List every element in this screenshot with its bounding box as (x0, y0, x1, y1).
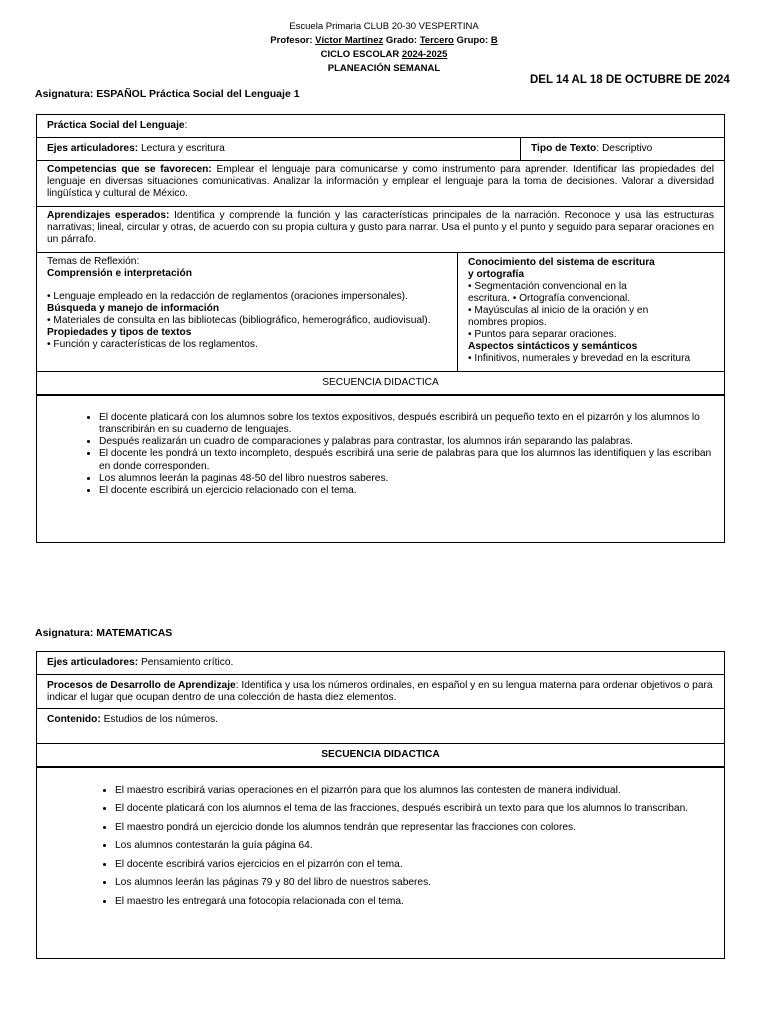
conocimiento-label2: y ortografía (468, 269, 525, 280)
math-ejes-value: Pensamiento crítico. (141, 657, 234, 668)
list-item: • Los alumnos leerán la paginas 48-50 del libro nuestros saberes. (99, 473, 714, 485)
tipo-value: : Descriptivo (596, 143, 653, 154)
aprendizajes-label: Aprendizajes esperados: (47, 210, 170, 221)
ciclo-label: CICLO ESCOLAR (320, 49, 400, 60)
aprendizajes-cell (37, 207, 725, 253)
list-item: • El maestro pondrá un ejercicio donde los alumnos tendrán que representar las fracciones con colores. (115, 819, 714, 838)
competencias-value: Emplear el lenguaje para comunicarse y como instrumento para aprender. Identificar las propiedades del lenguaje en diversas situaciones comunicativas. Analizar la información y emplear el lenguaje para la toma de decisiones. Valorar a diversidad lingüística y cultural de México. (47, 164, 714, 199)
temas-left (37, 253, 458, 371)
competencias-cell (37, 161, 725, 207)
left-line1: • Lenguaje empleado en la redacción de reglamentos (oraciones impersonales). (47, 291, 408, 302)
contenido-cell (37, 709, 725, 744)
right-line1: • Segmentación convencional en la escritura. • Ortografía convencional. (468, 281, 631, 304)
subject-label: Asignatura: (35, 88, 94, 100)
school-name: Escuela Primaria CLUB 20-30 VESPERTINA (289, 21, 479, 32)
secuencia-list (47, 412, 714, 498)
ejes-value: Lectura y escritura (141, 143, 225, 154)
procesos-label: Procesos de Desarrollo de Aprendizaje (47, 680, 236, 691)
profesor-name: Víctor Martínez (315, 35, 384, 46)
subject-value: MATEMATICAS (96, 627, 173, 639)
grupo-value: B (490, 35, 498, 46)
list-item: • El docente escribirá un ejercicio relacionado con el tema. (99, 485, 714, 497)
tipo-label: Tipo de Texto (531, 143, 597, 154)
list-item: • El docente platicará con los alumnos sobre los textos expositivos, después escribirá un pequeño texto en el pizarrón y los alumnos lo transcribirán en su cuaderno de lenguajes. (99, 412, 714, 437)
grupo-label: Grupo: (456, 35, 489, 46)
math-ejes-cell (37, 652, 725, 675)
profesor-label: Profesor: (270, 35, 313, 46)
matematicas-table (36, 651, 725, 959)
secuencia-header: SECUENCIA DIDACTICA (37, 372, 725, 395)
right-line4: • Infinitivos, numerales y brevedad en la escritura (468, 353, 691, 364)
busqueda-label: Búsqueda y manejo de información (47, 303, 220, 314)
subject-matematicas (35, 627, 172, 639)
aprendizajes-value: Identifica y comprende la función y las características principales de la narración. Reconoce y usa las estructuras narrativas; lineal, circular y otras, de acuerdo con su propia cultura y gusto para narrar. Usa el punto y el punto y seguido para separar oraciones en un párrafo. (47, 210, 714, 245)
conocimiento-label1: Conocimiento del sistema de escritura (468, 257, 655, 268)
left-line2: • Materiales de consulta en las bibliotecas (bibliográfico, hemerográfico, audiovisual). Propiedades y tipos de textos (47, 315, 431, 338)
practica-colon: : (184, 120, 188, 131)
list-item: • El docente platicará con los alumnos el tema de las fracciones, después escribirá un texto para que los alumnos lo transcriban. (115, 800, 714, 819)
plan-title: PLANEACIÓN SEMANAL (327, 63, 441, 74)
right-line3: • Puntos para separar oraciones. (468, 329, 617, 340)
grado-value: Tercero (419, 35, 454, 46)
list-item: • El maestro les entregará una fotocopia relacionada con el tema. (115, 893, 714, 912)
contenido-label: Contenido: (47, 714, 101, 725)
right-line2: • Mayúsculas al inicio de la oración y en nombres propios. (468, 305, 649, 328)
temas-right (458, 253, 724, 371)
left-line3: • Función y características de los reglamentos. (47, 339, 258, 350)
practica-label: Práctica Social del Lenguaje (47, 120, 185, 131)
espanol-table (36, 114, 725, 543)
propiedades-label: Propiedades y tipos de textos (47, 327, 192, 338)
teacher-line (0, 35, 768, 46)
comprension-label: Comprensión e interpretación (47, 268, 192, 279)
list-item: • El docente escribirá varios ejercicios en el pizarrón con el tema. (115, 856, 714, 875)
subject-label: Asignatura: (35, 627, 94, 639)
ejes-cell (37, 138, 521, 161)
procesos-value: : Identifica y usa los números ordinales, en español y en su lengua materna para ordenar objetivos o para indicar el lugar que ocupan dentro de una colección de hasta diez elementos. (47, 680, 713, 703)
list-item: • El docente les pondrá un texto incompleto, después escribirá una serie de palabras para que los alumnos las identifiquen y las escriban en donde corresponden. (99, 448, 714, 473)
math-ejes-label: Ejes articuladores: (47, 657, 139, 668)
ciclo-value: 2024-2025 (401, 49, 448, 60)
competencias-label: Competencias que se favorecen: (47, 164, 212, 175)
subject-espanol (35, 88, 300, 100)
list-item: • El maestro escribirá varias operaciones en el pizarrón para que los alumnos las contesten de manera individual. (115, 782, 714, 801)
math-secuencia-header: SECUENCIA DIDACTICA (37, 744, 725, 767)
math-secuencia-list (47, 782, 714, 912)
ciclo-line (0, 49, 768, 60)
list-item: • Los alumnos leerán las páginas 79 y 80 del libro de nuestros saberes. (115, 874, 714, 893)
list-item: • Después realizarán un cuadro de comparaciones y palabras para contrastar, los alumnos irán separando las palabras. (99, 436, 714, 448)
practica-cell (37, 115, 725, 138)
grado-label: Grado: (385, 35, 418, 46)
math-secuencia-body (37, 767, 725, 959)
ejes-label: Ejes articuladores: (47, 143, 139, 154)
tipo-cell (521, 138, 725, 161)
secuencia-body (37, 395, 725, 543)
temas-label: Temas de Reflexión: (47, 256, 140, 267)
procesos-cell (37, 675, 725, 709)
list-item: • Los alumnos contestarán la guía página 64. (115, 837, 714, 856)
temas-cell (37, 253, 725, 372)
subject-value: ESPAÑOL Práctica Social del Lenguaje 1 (96, 88, 300, 100)
contenido-value: Estudios de los números. (103, 714, 218, 725)
date-range: DEL 14 AL 18 DE OCTUBRE DE 2024 (530, 74, 730, 86)
aspectos-label: Aspectos sintácticos y semánticos (468, 341, 638, 352)
temas-left-text (47, 291, 447, 351)
